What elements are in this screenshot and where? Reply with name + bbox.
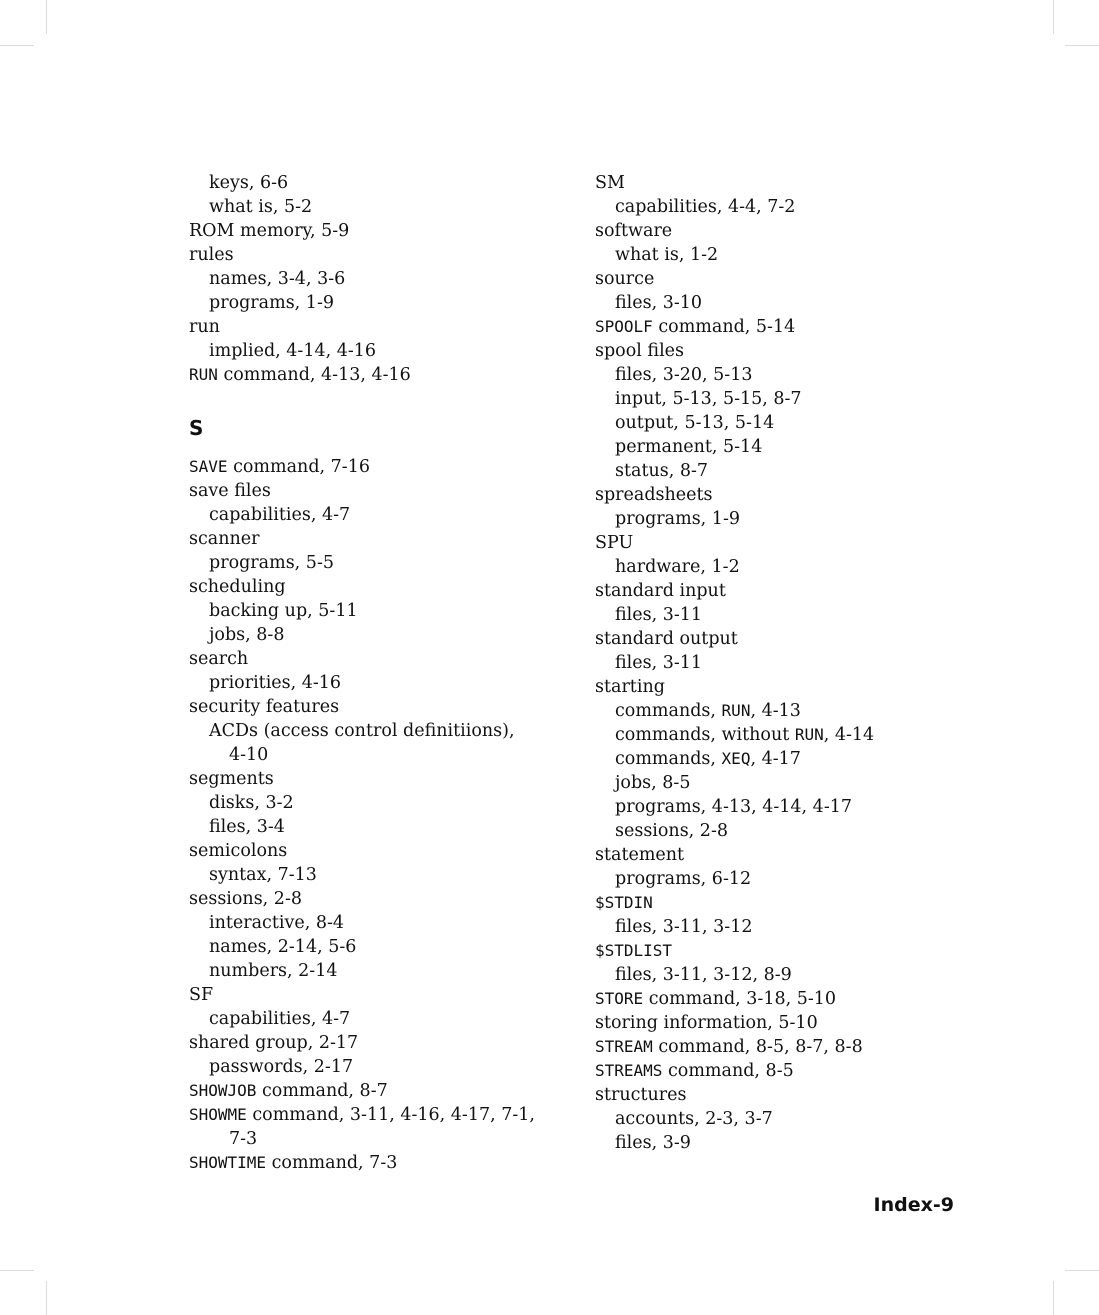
entry-text: accounts, 2-3, 3-7 <box>615 1109 773 1129</box>
command-keyword: XEQ <box>721 749 751 768</box>
index-subentry <box>595 699 995 723</box>
entry-text: files, 3-11 <box>615 605 703 625</box>
command-keyword: SPOOLF <box>595 317 653 336</box>
command-keyword: STORE <box>595 989 644 1008</box>
index-subentry <box>189 599 589 623</box>
crop-mark-top-left-horizontal <box>0 45 34 46</box>
command-keyword: RUN <box>721 701 751 720</box>
entry-text: jobs, 8-5 <box>615 773 691 793</box>
index-subentry <box>189 671 589 695</box>
entry-text: run <box>189 317 220 337</box>
index-subentry <box>189 911 589 935</box>
entry-text: semicolons <box>189 841 288 861</box>
index-entry-continuation <box>189 743 589 767</box>
index-entry <box>595 171 995 195</box>
entry-text: programs, 4-13, 4-14, 4-17 <box>615 797 853 817</box>
index-entry <box>189 647 589 671</box>
index-subentry <box>595 411 995 435</box>
index-subentry <box>189 267 589 291</box>
index-entry <box>189 695 589 719</box>
index-entry <box>189 1079 589 1103</box>
entry-text: software <box>595 221 673 241</box>
index-subentry <box>595 387 995 411</box>
entry-text: priorities, 4-16 <box>209 673 342 693</box>
index-entry <box>595 675 995 699</box>
entry-text: implied, 4-14, 4-16 <box>209 341 377 361</box>
index-entry <box>189 839 589 863</box>
entry-text: scanner <box>189 529 260 549</box>
index-entry <box>595 1011 995 1035</box>
index-subentry <box>595 555 995 579</box>
index-subentry <box>189 719 589 743</box>
index-entry <box>189 527 589 551</box>
entry-text: files, 3-11, 3-12, 8-9 <box>615 965 792 985</box>
index-subentry <box>595 435 995 459</box>
index-entry <box>189 1103 589 1127</box>
entry-text: keys, 6-6 <box>209 173 289 193</box>
entry-text: scheduling <box>189 577 286 597</box>
entry-text: status, 8-7 <box>615 461 709 481</box>
index-entry <box>595 627 995 651</box>
entry-text: capabilities, 4-7 <box>209 505 351 525</box>
entry-text: command, 8-5 <box>662 1061 794 1081</box>
entry-text: what is, 5-2 <box>209 197 313 217</box>
entry-text: disks, 3-2 <box>209 793 294 813</box>
entry-text: backing up, 5-11 <box>209 601 358 621</box>
index-subentry <box>595 867 995 891</box>
entry-text: , 4-13 <box>750 701 801 721</box>
entry-text: standard input <box>595 581 726 601</box>
entry-text: command, 5-14 <box>652 317 796 337</box>
entry-text: capabilities, 4-4, 7-2 <box>615 197 796 217</box>
entry-text: structures <box>595 1085 687 1105</box>
index-subentry <box>189 503 589 527</box>
index-entry <box>189 1031 589 1055</box>
index-subentry <box>595 963 995 987</box>
command-keyword: $STDLIST <box>595 941 673 960</box>
entry-text: source <box>595 269 655 289</box>
entry-text: passwords, 2-17 <box>209 1057 354 1077</box>
index-entry <box>595 1083 995 1107</box>
index-subentry <box>595 819 995 843</box>
entry-text: hardware, 1-2 <box>615 557 740 577</box>
crop-mark-bottom-left-vertical <box>46 1281 47 1315</box>
entry-text: command, 3-11, 4-16, 4-17, 7-1, <box>246 1105 535 1125</box>
index-subentry <box>595 603 995 627</box>
command-keyword: RUN <box>189 365 218 384</box>
index-letter-heading: S <box>189 416 204 440</box>
index-subentry <box>189 1007 589 1031</box>
entry-text: numbers, 2-14 <box>209 961 338 981</box>
index-entry <box>595 315 995 339</box>
entry-text: programs, 1-9 <box>209 293 334 313</box>
page-number: Index-9 <box>873 1194 954 1216</box>
crop-mark-bottom-right-vertical <box>1053 1281 1054 1315</box>
index-entry <box>595 843 995 867</box>
crop-mark-bottom-left-horizontal <box>0 1270 34 1271</box>
entry-text: programs, 1-9 <box>615 509 740 529</box>
entry-text: commands, without <box>615 725 795 745</box>
entry-text: files, 3-10 <box>615 293 703 313</box>
entry-text: names, 2-14, 5-6 <box>209 937 357 957</box>
entry-text: SPU <box>595 533 634 553</box>
index-subentry <box>189 291 589 315</box>
entry-text: command, 3-18, 5-10 <box>643 989 837 1009</box>
entry-text: 7-3 <box>229 1129 258 1149</box>
entry-text: files, 3-4 <box>209 817 285 837</box>
entry-text: programs, 6-12 <box>615 869 752 889</box>
entry-text: security features <box>189 697 340 717</box>
command-keyword: RUN <box>794 725 824 744</box>
index-subentry <box>189 959 589 983</box>
command-keyword: $STDIN <box>595 893 653 912</box>
crop-mark-top-right-vertical <box>1053 0 1054 34</box>
entry-text: spreadsheets <box>595 485 713 505</box>
index-subentry <box>595 651 995 675</box>
entry-text: , 4-17 <box>750 749 801 769</box>
entry-text: jobs, 8-8 <box>209 625 285 645</box>
entry-text: output, 5-13, 5-14 <box>615 413 775 433</box>
index-subentry <box>189 935 589 959</box>
entry-text: command, 4-13, 4-16 <box>217 365 411 385</box>
index-subentry <box>189 1055 589 1079</box>
index-column-right <box>595 171 995 1155</box>
entry-text: programs, 5-5 <box>209 553 334 573</box>
entry-text: files, 3-9 <box>615 1133 691 1153</box>
entry-text: spool files <box>595 341 685 361</box>
index-subentry <box>595 1107 995 1131</box>
entry-text: command, 7-3 <box>266 1153 398 1173</box>
index-column-left <box>189 171 589 1175</box>
index-subentry <box>189 551 589 575</box>
entry-text: shared group, 2-17 <box>189 1033 359 1053</box>
entry-text: sessions, 2-8 <box>189 889 302 909</box>
index-entry <box>189 1151 589 1175</box>
command-keyword: SHOWJOB <box>189 1081 257 1100</box>
entry-text: commands, <box>615 701 722 721</box>
crop-mark-bottom-right-horizontal <box>1065 1270 1099 1271</box>
entry-text: search <box>189 649 249 669</box>
entry-text: input, 5-13, 5-15, 8-7 <box>615 389 802 409</box>
index-subentry <box>189 195 589 219</box>
index-entry <box>595 531 995 555</box>
index-subentry <box>595 795 995 819</box>
index-subentry <box>189 171 589 195</box>
command-keyword: SAVE <box>189 457 228 476</box>
entry-text: 4-10 <box>229 745 269 765</box>
entry-text: commands, <box>615 749 722 769</box>
index-subentry <box>595 291 995 315</box>
command-keyword: SHOWME <box>189 1105 247 1124</box>
index-entry <box>189 575 589 599</box>
entry-text: sessions, 2-8 <box>615 821 728 841</box>
index-entry-continuation <box>189 1127 589 1151</box>
entry-text: permanent, 5-14 <box>615 437 763 457</box>
entry-text: files, 3-11, 3-12 <box>615 917 753 937</box>
index-subentry <box>189 623 589 647</box>
entry-text: names, 3-4, 3-6 <box>209 269 346 289</box>
entry-text: statement <box>595 845 685 865</box>
entry-text: rules <box>189 245 234 265</box>
index-entry <box>595 483 995 507</box>
index-entry <box>595 1035 995 1059</box>
index-entry <box>189 363 589 387</box>
index-entry <box>189 243 589 267</box>
index-entry <box>189 479 589 503</box>
entry-text: command, 8-7 <box>256 1081 388 1101</box>
command-keyword: STREAM <box>595 1037 653 1056</box>
index-entry <box>189 887 589 911</box>
entry-text: starting <box>595 677 665 697</box>
index-subentry <box>595 915 995 939</box>
index-entry <box>189 983 589 1007</box>
entry-text: ROM memory, 5-9 <box>189 221 350 241</box>
index-entry <box>595 339 995 363</box>
index-entry <box>189 455 589 479</box>
index-subentry <box>595 723 995 747</box>
index-subentry <box>189 863 589 887</box>
index-subentry <box>189 339 589 363</box>
entry-text: capabilities, 4-7 <box>209 1009 351 1029</box>
index-entry <box>595 267 995 291</box>
index-entry <box>189 315 589 339</box>
entry-text: SF <box>189 985 214 1005</box>
index-subentry <box>595 747 995 771</box>
index-subentry <box>595 771 995 795</box>
entry-text: storing information, 5-10 <box>595 1013 818 1033</box>
entry-text: files, 3-11 <box>615 653 703 673</box>
crop-mark-top-left-vertical <box>46 0 47 34</box>
command-keyword: SHOWTIME <box>189 1153 267 1172</box>
entry-text: command, 7-16 <box>227 457 370 477</box>
index-entry <box>189 219 589 243</box>
entry-text: interactive, 8-4 <box>209 913 345 933</box>
index-subentry <box>595 243 995 267</box>
index-subentry <box>595 1131 995 1155</box>
entry-text: standard output <box>595 629 738 649</box>
entry-text: save files <box>189 481 271 501</box>
command-keyword: STREAMS <box>595 1061 663 1080</box>
index-entry <box>595 579 995 603</box>
entry-text: command, 8-5, 8-7, 8-8 <box>652 1037 863 1057</box>
index-subentry <box>595 195 995 219</box>
crop-mark-top-right-horizontal <box>1065 45 1099 46</box>
entry-text: ACDs (access control definitiions), <box>209 721 515 741</box>
index-entry <box>595 987 995 1011</box>
entry-text: syntax, 7-13 <box>209 865 317 885</box>
index-entry <box>595 939 995 963</box>
index-subentry <box>595 459 995 483</box>
entry-text: SM <box>595 173 625 193</box>
entry-text: , 4-14 <box>823 725 875 745</box>
index-subentry <box>595 507 995 531</box>
index-subentry <box>595 363 995 387</box>
index-subentry <box>189 791 589 815</box>
entry-text: what is, 1-2 <box>615 245 719 265</box>
index-entry <box>595 1059 995 1083</box>
index-subentry <box>189 815 589 839</box>
index-entry <box>595 219 995 243</box>
entry-text: files, 3-20, 5-13 <box>615 365 753 385</box>
index-entry <box>189 767 589 791</box>
entry-text: segments <box>189 769 274 789</box>
index-entry <box>595 891 995 915</box>
